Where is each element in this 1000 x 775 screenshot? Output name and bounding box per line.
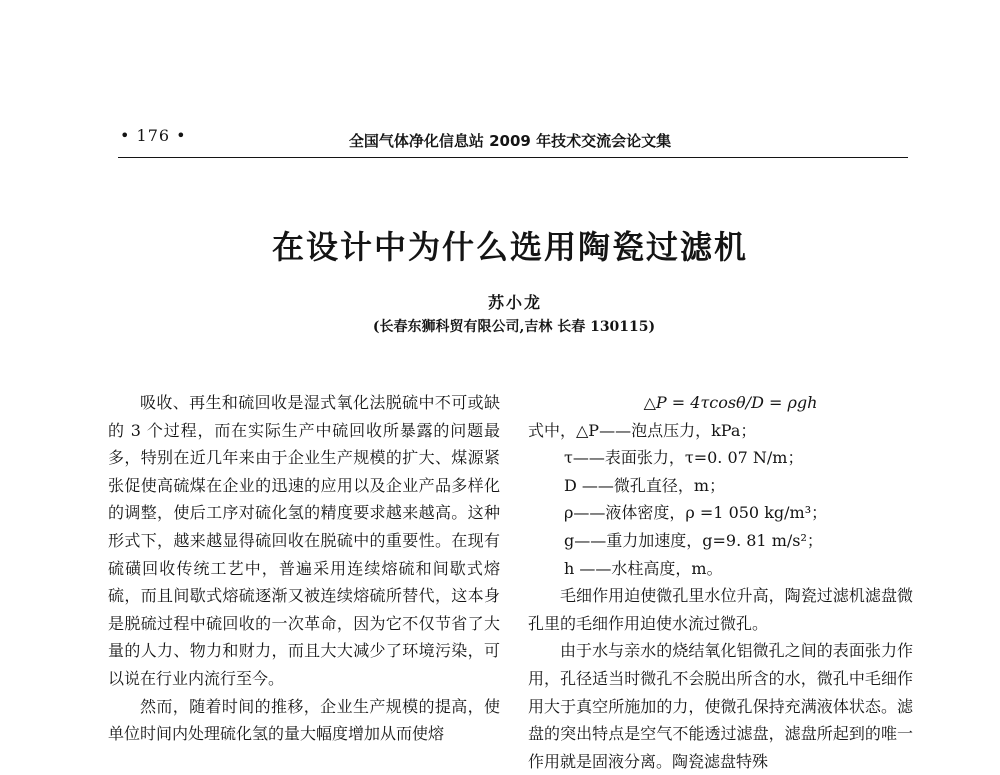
right-column [528, 389, 913, 775]
formula-where: 式中，△P——泡点压力，kPa； [528, 420, 757, 440]
variable-definition: D ——微孔直径，m； [564, 475, 726, 495]
article-title: 在设计中为什么选用陶瓷过滤机 [271, 228, 748, 266]
variable-definition: g——重力加速度，g=9. 81 m/s²； [564, 530, 823, 550]
variable-definition: h ——水柱高度，m。 [564, 558, 723, 578]
variable-definition: τ——表面张力，τ=0. 07 N/m； [564, 448, 804, 468]
page-number: • 176 • [120, 126, 187, 145]
affiliation: (长春东狮科贸有限公司,吉林 长春 130115) [372, 319, 656, 335]
header-rule [118, 157, 908, 158]
paragraph: 由于水与亲水的烧结氧化铝微孔之间的表面张力作用，孔径适当时微孔不会脱出所含的水，微孔中毛细作用大于真空所施加的力，使微孔保持充满液体状态。滤盘的突出特点是空气不能透过滤盘，滤盘所起到的唯一作用就是固液分离。陶瓷滤盘特殊 [528, 641, 913, 771]
paragraph: 然而，随着时间的推移，企业生产规模的提高，使单位时间内处理硫化氢的量大幅度增加从而使熔 [108, 696, 500, 744]
author: 苏小龙 [487, 293, 542, 312]
paragraph: 吸收、再生和硫回收是湿式氧化法脱硫中不可或缺的 3 个过程，而在实际生产中硫回收所暴露的问题最多，特别在近几年来由于企业生产规模的扩大、煤源紧张促使高硫煤在企业的迅速的应用以及企业产品多样化的调整，使后工序对硫化氢的精度要求越来越高。这种形式下，越来越显得硫回收在脱硫中的重要性。在现有硫磺回收传统工艺中，普遍采用连续熔硫和间歇式熔硫，而且间歇式熔硫逐渐又被连续熔硫所替代，这本身是脱硫过程中硫回收的一次革命，因为它不仅节省了大量的人力、物力和财力，而且大大减少了环境污染，可以说在行业内流行至今。 [108, 393, 500, 688]
variable-definition: ρ——液体密度，ρ =1 050 kg/m³； [564, 503, 828, 523]
formula: △P = 4τcosθ/D = ρgh [643, 393, 818, 412]
paragraph: 毛细作用迫使微孔里水位升高，陶瓷过滤机滤盘微孔里的毛细作用迫使水流过微孔。 [528, 586, 913, 633]
left-column [108, 389, 500, 748]
running-title: 全国气体净化信息站 2009 年技术交流会论文集 [348, 132, 672, 150]
